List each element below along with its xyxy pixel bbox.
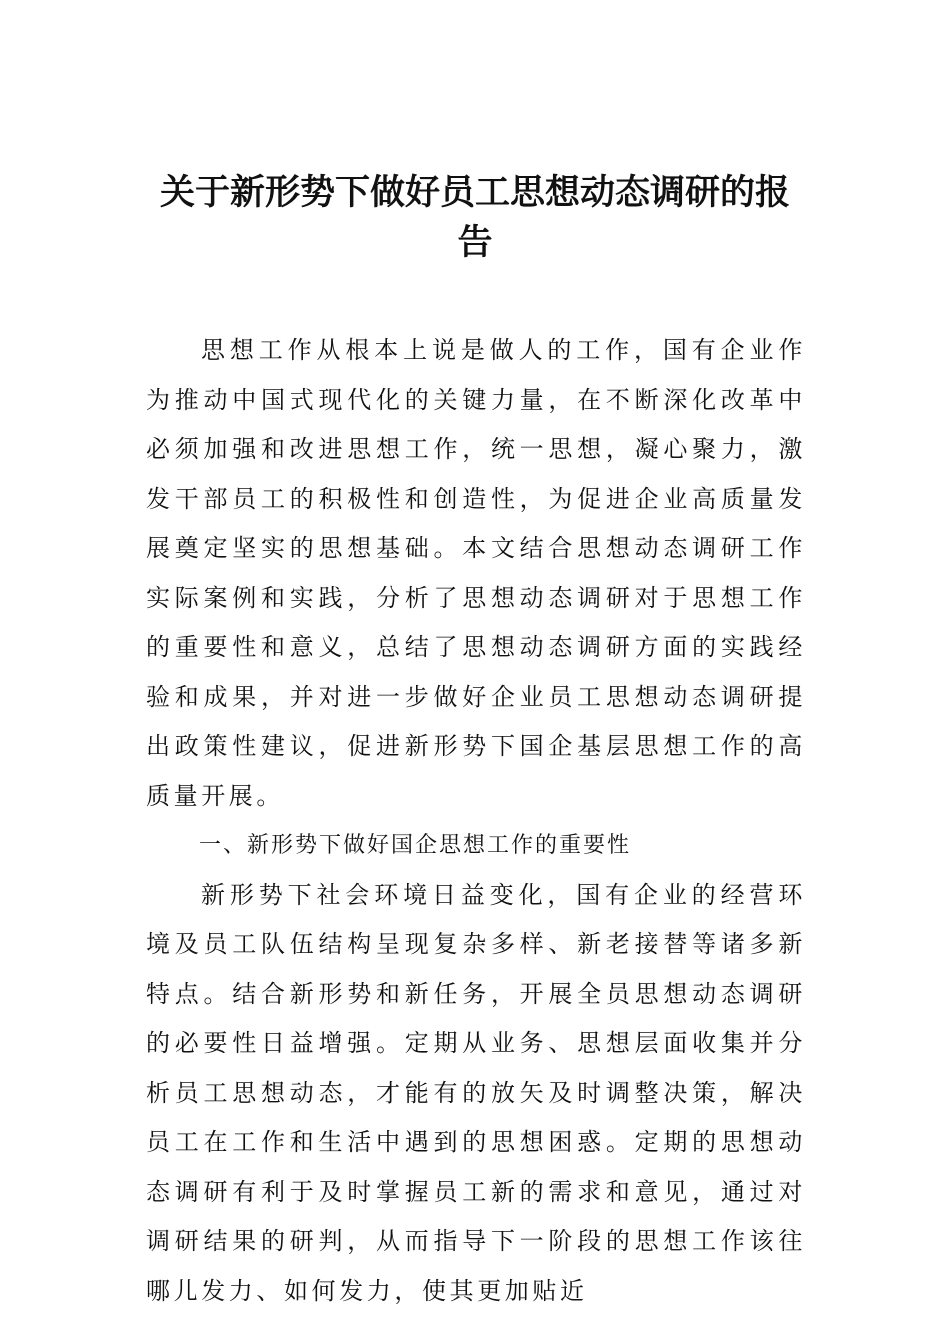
section-heading: 一、新形势下做好国企思想工作的重要性 (199, 833, 632, 858)
document-title: 关于新形势下做好员工思想动态调研的报告 (159, 172, 790, 263)
document-body (146, 326, 806, 1316)
section-paragraph: 新形势下社会环境日益变化，国有企业的经营环境及员工队伍结构呈现复杂多样、新老接替等诸多新特点。结合新形势和新任务，开展全员思想动态调研的必要性日益增强。定期从业务、思想层面收集并分析员工思想动态，才能有的放矢及时调整决策，解决员工在工作和生活中遇到的思想困惑。定期的思想动态调研有利于及时掌握员工新的需求和意见，通过对调研结果的研判，从而指导下一阶段的思想工作该往哪儿发力、如何发力，使其更加贴近 (146, 880, 806, 1305)
intro-paragraph: 思想工作从根本上说是做人的工作，国有企业作为推动中国式现代化的关键力量，在不断深化改革中必须加强和改进思想工作，统一思想，凝心聚力，激发干部员工的积极性和创造性，为促进企业高质量发展奠定坚实的思想基础。本文结合思想动态调研工作实际案例和实践，分析了思想动态调研对于思想工作的重要性和意义，总结了思想动态调研方面的实践经验和成果，并对进一步做好企业员工思想动态调研提出政策性建议，促进新形势下国企基层思想工作的高质量开展。 (146, 336, 806, 810)
